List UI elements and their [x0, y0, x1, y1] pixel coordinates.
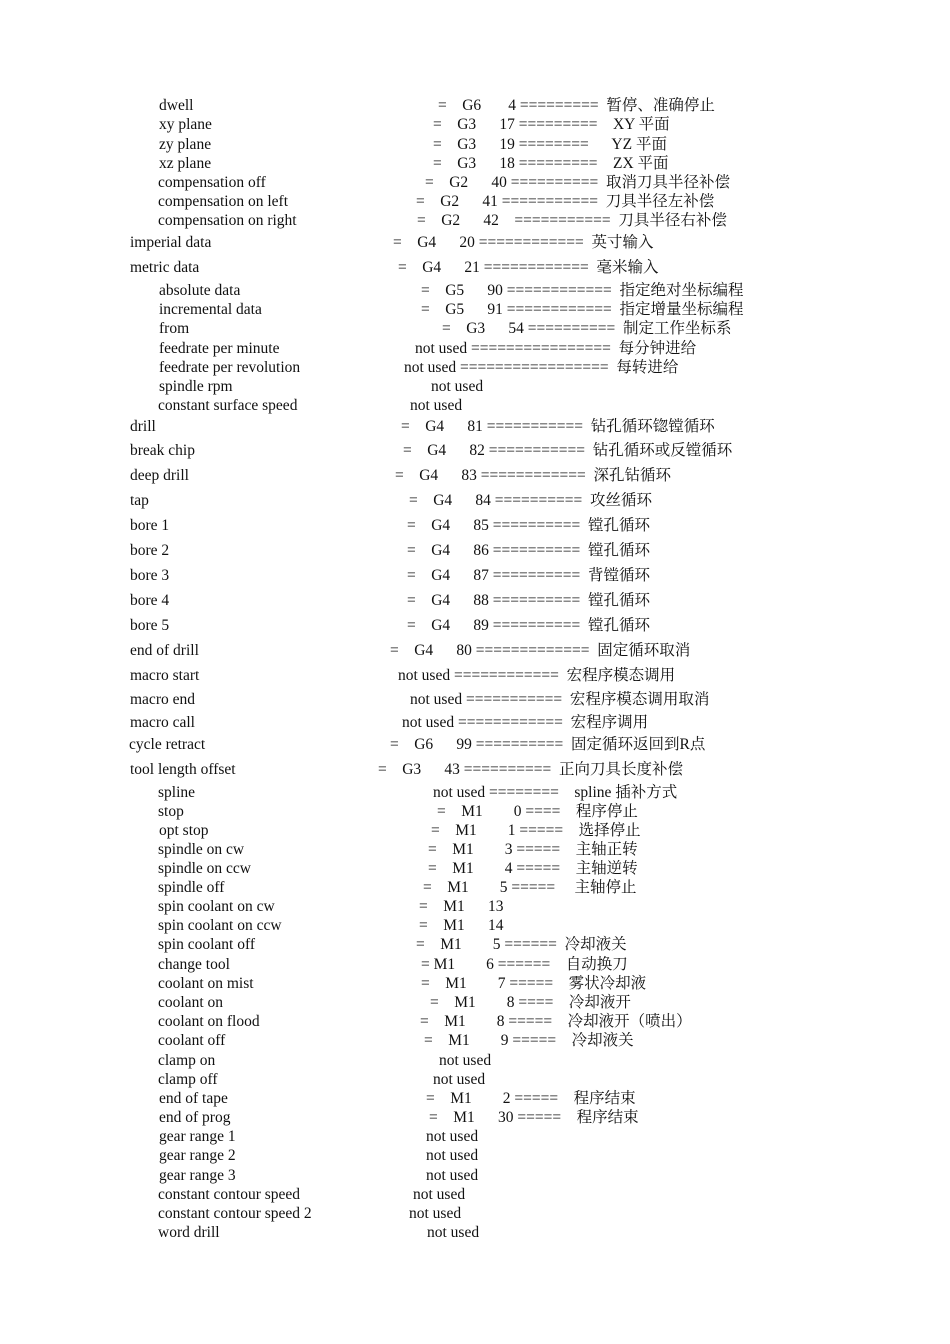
code-mapping: = G4 84 ========== 攻丝循环: [409, 492, 652, 509]
function-label: macro end: [130, 691, 195, 708]
function-label: drill: [130, 418, 156, 435]
function-label: constant surface speed: [158, 397, 298, 414]
code-mapping: not used ================= 每转进给: [404, 359, 679, 376]
code-row: [0, 616, 950, 636]
function-label: opt stop: [159, 822, 209, 839]
function-label: feedrate per minute: [159, 340, 280, 357]
code-row: [0, 1127, 950, 1147]
code-row: [0, 1089, 950, 1109]
code-row: [0, 154, 950, 174]
code-row: [0, 516, 950, 536]
code-row: [0, 417, 950, 437]
function-label: bore 5: [130, 617, 170, 634]
code-row: [0, 566, 950, 586]
function-label: imperial data: [130, 234, 212, 251]
code-row: [0, 300, 950, 320]
function-label: metric data: [130, 259, 200, 276]
code-row: [0, 897, 950, 917]
function-label: gear range 2: [159, 1147, 236, 1164]
code-mapping: = G2 40 ========== 取消刀具半径补偿: [425, 174, 730, 191]
code-mapping: = G4 86 ========== 镗孔循环: [407, 542, 650, 559]
code-mapping: = G4 81 =========== 钻孔循环锪镗循环: [401, 418, 715, 435]
function-label: bore 3: [130, 567, 170, 584]
code-mapping: = G3 19 ======== YZ 平面: [433, 136, 667, 153]
code-mapping: not used: [426, 1147, 479, 1164]
code-mapping: not used: [427, 1224, 480, 1241]
function-label: xy plane: [159, 116, 212, 133]
code-row: [0, 1031, 950, 1051]
code-row: [0, 1166, 950, 1186]
code-row: [0, 491, 950, 511]
code-mapping: = M1 30 ===== 程序结束: [429, 1109, 639, 1126]
function-label: macro start: [130, 667, 200, 684]
function-label: coolant on mist: [158, 975, 254, 992]
code-mapping: not used: [409, 1205, 462, 1222]
code-row: [0, 666, 950, 686]
code-row: [0, 955, 950, 975]
code-mapping: not used: [426, 1128, 479, 1145]
function-label: absolute data: [159, 282, 241, 299]
code-mapping: = G6 99 ========== 固定循环返回到R点: [390, 736, 706, 753]
code-row: [0, 783, 950, 803]
code-mapping: = M1 0 ==== 程序停止: [437, 803, 638, 820]
function-label: gear range 3: [159, 1167, 236, 1184]
function-label: gear range 1: [159, 1128, 236, 1145]
code-row: [0, 258, 950, 278]
function-label: spindle off: [158, 879, 225, 896]
code-mapping: = G3 54 ========== 制定工作坐标系: [442, 320, 732, 337]
code-row: [0, 441, 950, 461]
function-label: stop: [158, 803, 184, 820]
function-label: constant contour speed: [158, 1186, 301, 1203]
function-label: bore 1: [130, 517, 170, 534]
code-mapping: not used: [439, 1052, 492, 1069]
function-label: coolant on: [158, 994, 223, 1011]
code-mapping: = G4 87 ========== 背镗循环: [407, 567, 650, 584]
code-row: [0, 641, 950, 661]
code-mapping: not used: [410, 397, 463, 414]
code-mapping: = M1 7 ===== 雾状冷却液: [421, 975, 647, 992]
function-label: tool length offset: [130, 761, 236, 778]
function-label: clamp off: [158, 1071, 218, 1088]
code-row: [0, 211, 950, 231]
function-label: coolant off: [158, 1032, 226, 1049]
function-label: end of tape: [159, 1090, 228, 1107]
function-label: zy plane: [159, 136, 212, 153]
code-mapping: not used: [433, 1071, 486, 1088]
function-label: break chip: [130, 442, 195, 459]
function-label: word drill: [158, 1224, 220, 1241]
code-mapping: not used: [413, 1186, 466, 1203]
code-mapping: = M1 2 ===== 程序结束: [426, 1090, 636, 1107]
code-mapping: = G4 89 ========== 镗孔循环: [407, 617, 650, 634]
function-label: cycle retract: [129, 736, 206, 753]
code-row: [0, 396, 950, 416]
code-mapping: = M1 5 ====== 冷却液关: [416, 936, 627, 953]
code-mapping: = M1 5 ===== 主轴停止: [423, 879, 637, 896]
code-row: [0, 1223, 950, 1243]
code-mapping: not used =========== 宏程序模态调用取消: [410, 691, 710, 708]
function-label: spindle on ccw: [158, 860, 251, 877]
code-mapping: = G4 83 ============ 深孔钻循环: [395, 467, 671, 484]
code-row: [0, 173, 950, 193]
function-label: spindle on cw: [158, 841, 245, 858]
code-row: [0, 1070, 950, 1090]
code-row: [0, 1146, 950, 1166]
function-label: incremental data: [159, 301, 262, 318]
code-row: [0, 878, 950, 898]
code-mapping: = M1 9 ===== 冷却液关: [424, 1032, 634, 1049]
code-row: [0, 993, 950, 1013]
code-mapping: = G4 88 ========== 镗孔循环: [407, 592, 650, 609]
function-label: tap: [130, 492, 149, 509]
code-mapping: = G4 85 ========== 镗孔循环: [407, 517, 650, 534]
code-row: [0, 1185, 950, 1205]
code-mapping: = M1 14: [419, 917, 504, 934]
code-row: [0, 690, 950, 710]
code-row: [0, 339, 950, 359]
code-row: [0, 821, 950, 841]
code-mapping: not used: [431, 378, 484, 395]
code-mapping: = G4 20 ============ 英寸输入: [393, 234, 654, 251]
function-label: end of prog: [159, 1109, 231, 1126]
code-row: [0, 319, 950, 339]
function-label: coolant on flood: [158, 1013, 260, 1030]
code-mapping: not used: [426, 1167, 479, 1184]
code-mapping: = G6 4 ========= 暂停、准确停止: [438, 97, 715, 114]
function-label: deep drill: [130, 467, 189, 484]
function-label: xz plane: [159, 155, 212, 172]
code-mapping: = G4 80 ============= 固定循环取消: [390, 642, 691, 659]
code-row: [0, 735, 950, 755]
code-row: [0, 192, 950, 212]
function-label: end of drill: [130, 642, 199, 659]
code-mapping: = M1 8 ===== 冷却液开（喷出）: [420, 1013, 692, 1030]
function-label: from: [159, 320, 190, 337]
code-row: [0, 135, 950, 155]
code-mapping: = G2 41 =========== 刀具半径左补偿: [416, 193, 715, 210]
function-label: spindle rpm: [159, 378, 233, 395]
code-mapping: = M1 13: [419, 898, 504, 915]
code-row: [0, 377, 950, 397]
function-label: macro call: [130, 714, 195, 731]
code-mapping: = G5 91 ============ 指定增量坐标编程: [421, 301, 744, 318]
function-label: compensation on right: [158, 212, 297, 229]
code-row: [0, 802, 950, 822]
code-mapping: not used ======== spline 插补方式: [433, 784, 678, 801]
code-row: [0, 96, 950, 116]
code-row: [0, 1012, 950, 1032]
function-label: change tool: [158, 956, 230, 973]
code-row: [0, 1051, 950, 1071]
function-label: dwell: [159, 97, 194, 114]
code-mapping: = M1 1 ===== 选择停止: [431, 822, 641, 839]
code-mapping: = M1 3 ===== 主轴正转: [428, 841, 638, 858]
code-row: [0, 859, 950, 879]
code-mapping: not used ============ 宏程序模态调用: [398, 667, 676, 684]
code-mapping: = M1 6 ====== 自动换刀: [421, 956, 628, 973]
code-mapping: = M1 8 ==== 冷却液开: [430, 994, 631, 1011]
function-label: compensation off: [158, 174, 266, 191]
code-mapping: = G5 90 ============ 指定绝对坐标编程: [421, 282, 744, 299]
code-row: [0, 591, 950, 611]
function-label: spin coolant off: [158, 936, 256, 953]
code-row: [0, 1108, 950, 1128]
code-mapping: = M1 4 ===== 主轴逆转: [428, 860, 638, 877]
code-row: [0, 233, 950, 253]
code-row: [0, 281, 950, 301]
code-row: [0, 358, 950, 378]
code-row: [0, 115, 950, 135]
code-row: [0, 1204, 950, 1224]
code-mapping: not used ============ 宏程序调用: [402, 714, 649, 731]
function-label: bore 4: [130, 592, 170, 609]
function-label: spline: [158, 784, 196, 801]
function-label: spin coolant on cw: [158, 898, 275, 915]
code-row: [0, 974, 950, 994]
function-label: constant contour speed 2: [158, 1205, 312, 1222]
function-label: clamp on: [158, 1052, 216, 1069]
function-label: feedrate per revolution: [159, 359, 301, 376]
code-row: [0, 713, 950, 733]
code-mapping: = G3 43 ========== 正向刀具长度补偿: [378, 761, 683, 778]
code-mapping: = G4 82 =========== 钻孔循环或反镗循环: [403, 442, 733, 459]
function-label: bore 2: [130, 542, 170, 559]
function-label: spin coolant on ccw: [158, 917, 282, 934]
code-mapping: = G3 17 ========= XY 平面: [433, 116, 670, 133]
code-row: [0, 935, 950, 955]
code-row: [0, 760, 950, 780]
code-row: [0, 541, 950, 561]
function-label: compensation on left: [158, 193, 288, 210]
code-row: [0, 916, 950, 936]
code-mapping: = G3 18 ========= ZX 平面: [433, 155, 669, 172]
code-row: [0, 466, 950, 486]
code-mapping: not used ================ 每分钟进给: [415, 340, 697, 357]
code-mapping: = G4 21 ============ 毫米输入: [398, 259, 659, 276]
code-mapping: = G2 42 =========== 刀具半径右补偿: [417, 212, 727, 229]
code-row: [0, 840, 950, 860]
